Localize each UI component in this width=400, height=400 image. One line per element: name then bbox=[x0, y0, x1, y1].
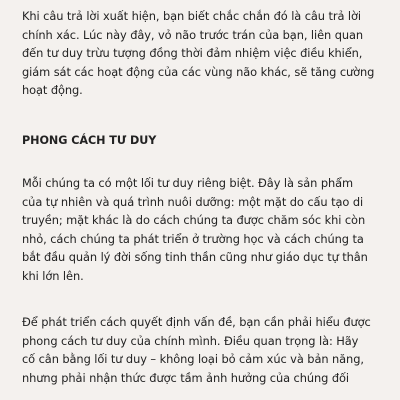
text-line: nhưng phải nhận thức được tầm ảnh hưởng của chúng đối bbox=[22, 370, 349, 385]
text-line: hoạt động. bbox=[22, 83, 83, 98]
text-line: nhỏ, cách chúng ta phát triển ở trường học và cách chúng ta bbox=[22, 231, 364, 246]
text-line: chính xác. Lúc này đây, vỏ não trước trán của bạn, liên quan bbox=[22, 27, 364, 42]
paragraph-intro bbox=[22, 7, 394, 100]
text-line: cố cân bằng lối tư duy – không loại bỏ cảm xúc và bản năng, bbox=[22, 352, 364, 367]
text-line: Mỗi chúng ta có một lối tư duy riêng biệt. Đây là sản phẩm bbox=[22, 176, 354, 190]
text-line: phong cách tư duy của chính mình. Điều quan trọng là: Hãy bbox=[22, 333, 359, 348]
text-line: đến tư duy trừu tượng đồng thời đảm nhiệm việc điều khiển, bbox=[22, 46, 363, 61]
text-line: Để phát triển cách quyết định vấn đề, bạn cần phải hiểu được bbox=[22, 315, 371, 329]
paragraph-decision-making bbox=[22, 313, 394, 387]
text-line: giám sát các hoạt động của các vùng não khác, sẽ tăng cường bbox=[22, 64, 375, 79]
text-line: bắt đầu quản lý đời sống tinh thần cũng như giáo dục tự thân bbox=[22, 250, 368, 265]
text-line: truyền; mặt khác là do cách chúng ta được chăm sóc khi còn bbox=[22, 213, 366, 228]
paragraph-thinking-style bbox=[22, 174, 394, 286]
text-line: khi lớn lên. bbox=[22, 268, 84, 283]
section-heading: PHONG CÁCH TƯ DUY bbox=[22, 134, 157, 147]
text-line: Khi câu trả lời xuất hiện, bạn biết chắc chắn đó là câu trả lời bbox=[22, 9, 361, 23]
text-line: của tự nhiên và quá trình nuôi dưỡng: một mặt do cấu tạo di bbox=[22, 194, 364, 209]
